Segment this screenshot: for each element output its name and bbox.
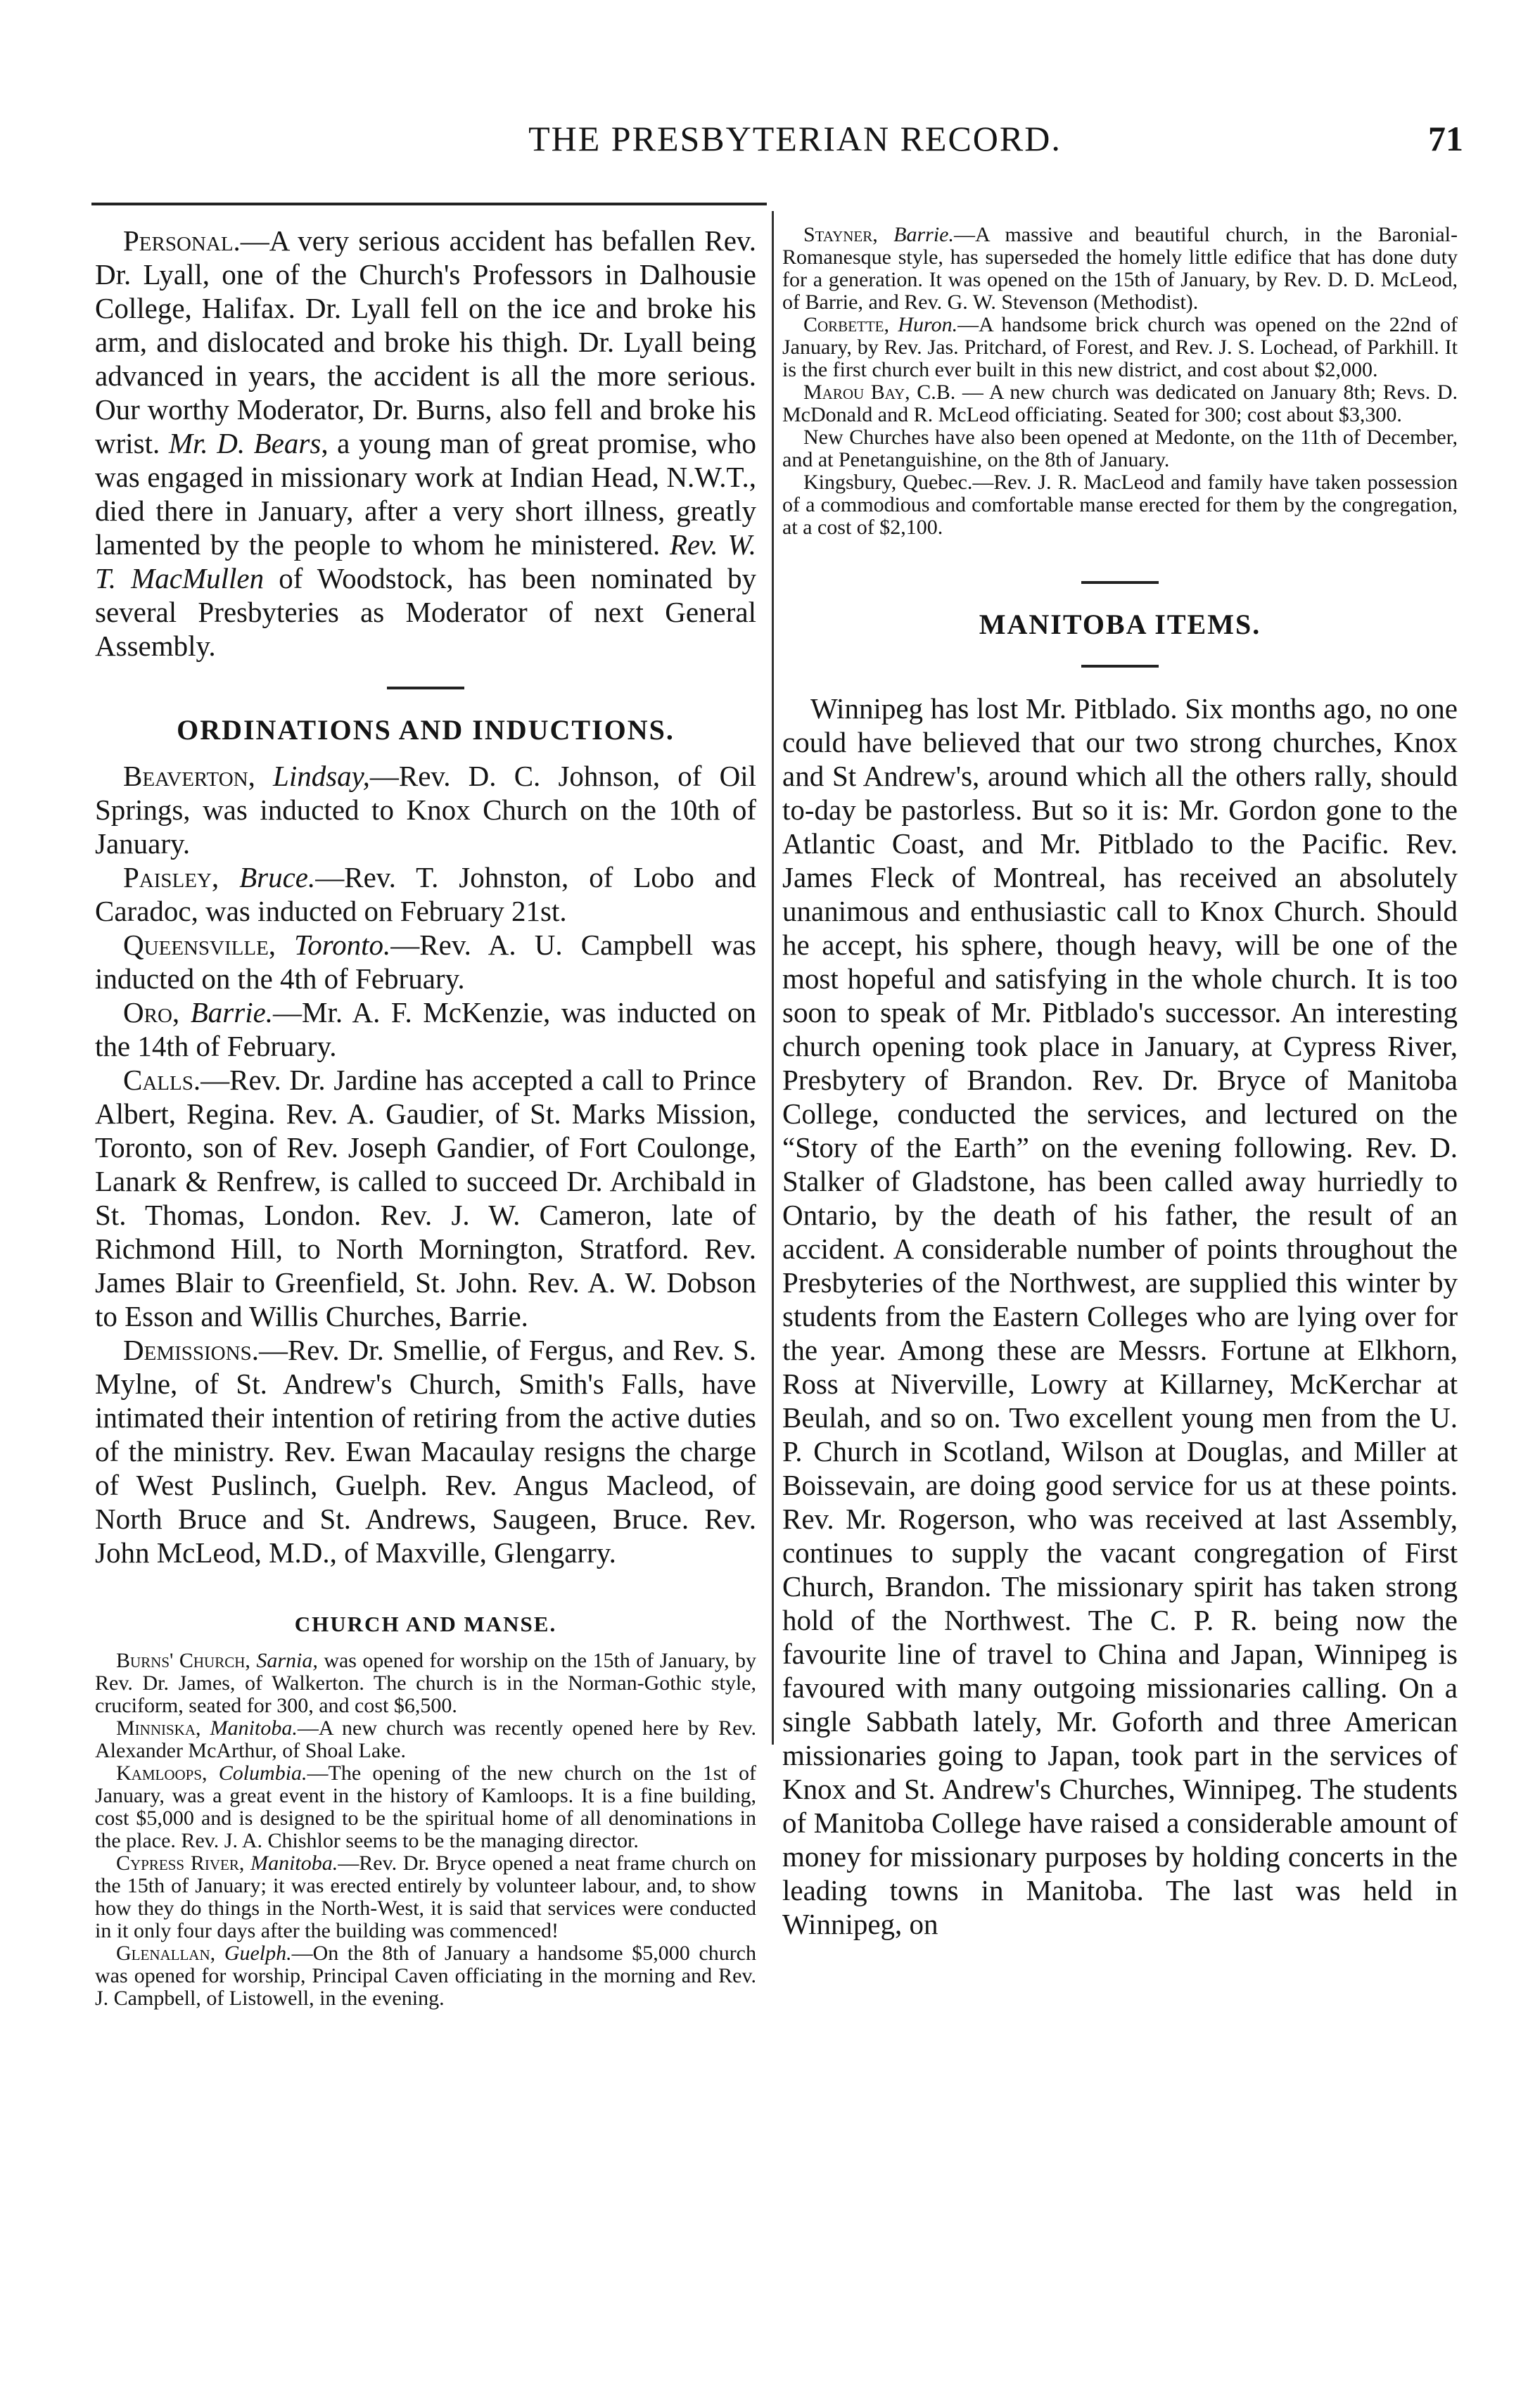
ordination-text: —Rev. T. Johnston, of Lobo and Caradoc, was inducted on February 21st. (95, 861, 757, 927)
ordination-presbytery: Lindsay, (273, 760, 370, 792)
personal-text-2: , a young man of great promise, who was engaged in missionary work at Indian Head, N.W.T., died there in January, after a very short illness, greatly lamented by the people to whom he ministered. (95, 427, 757, 561)
church-place: Cypress River, (116, 1852, 245, 1875)
ordination-item (95, 759, 756, 860)
church-place: Glenallan, (116, 1942, 216, 1965)
demissions-lead: Demissions. (123, 1334, 259, 1366)
column-divider (772, 211, 774, 1745)
page-number: 71 (1428, 119, 1463, 158)
church-item (782, 471, 1458, 539)
church-presbytery: Sarnia, (256, 1649, 318, 1672)
church-item (95, 1852, 756, 1942)
church-item (95, 1717, 756, 1762)
church-text: —Rev. Dr. Bryce opened a neat frame church on the 15th of January; it was erected entirely by volunteer labour, and, to show how they do things in the North-West, it is said that services were conducted in it only four days after the building was commenced! (95, 1852, 756, 1942)
manitoba-text: Winnipeg has lost Mr. Pitblado. Six months ago, no one could have believed that our two strong churches, Knox and St Andrew's, around which all the others rally, should to-day be pastorless. But so it is: Mr. Gordon gone to the Atlantic Coast, and Mr. Pitblado to the Pacific. Rev. James Fleck of Montreal, has received an absolutely unanimous and enthusiastic call to Knox Church. Should he accept, his sphere, though heavy, will be one of the most hopeful and satisfying in the whole church. It is too soon to speak of Mr. Pitblado's successor. An interesting church opening took place in January, at Cypress River, Presbytery of Brandon. Rev. Dr. Bryce of Manitoba College, conducted the services, and lectured on the “Story of the Earth” on the evening following. Rev. D. Stalker of Gladstone, has been called away hurriedly to Ontario, by the death of his father, the result of an accident. A considerable number of points throughout the Presbyteries of the Northwest, are supplied this winter by students from the Eastern Colleges who are lying over for the year. Among these are Messrs. Fortune at Elkhorn, Ross at Niverville, Lowry at Killarney, McKerchar at Beulah, and so on. Two excellent young men from the U. P. Church in Scotland, Wilson at Douglas, and Miller at Boissevain, are doing good service for us at these points. Rev. Mr. Rogerson, who was received at last Assembly, continues to supply the vacant congregation of First Church, Brandon. The missionary spirit has taken strong hold of the Northwest. The C. P. R. being now the favourite line of travel to China and Japan, Winnipeg is favoured with many outgoing missionaries calling. On a single Sabbath lately, Mr. Goforth and three American missionaries going to Japan, took part in the services of Knox and St. Andrew's Churches, Winnipeg. The students of Manitoba College have raised a considerable amount of money for missionary purposes by holding concerts in the leading towns in Manitoba. The last was held in Winnipeg, on (782, 692, 1458, 1940)
church-text: —A massive and beautiful church, in the Baronial-Romanesque style, has superseded the homely little edifice that has done duty for a generation. It was opened on the 15th of January, by Rev. D. D. McLeod, of Barrie, and Rev. G. W. Stevenson (Methodist). (782, 223, 1458, 314)
church-item (782, 224, 1458, 314)
calls-lead: Calls. (123, 1064, 201, 1096)
ordination-presbytery: Bruce. (239, 861, 316, 893)
church-place: Minniska, (116, 1716, 201, 1740)
personal-paragraph (95, 224, 756, 663)
church-and-manse-heading: CHURCH AND MANSE. (294, 1612, 557, 1636)
ordination-item (95, 860, 756, 928)
calls-text: —Rev. Dr. Jardine has accepted a call to Prince Albert, Regina. Rev. A. Gaudier, of St. Marks Mission, Toronto, son of Rev. Joseph Gandier, of Fort Coulonge, Lanark & Renfrew, is called to succeed Dr. Archibald in St. Thomas, London. Rev. J. W. Cameron, late of Richmond Hill, to North Mornington, Stratford. Rev. James Blair to Greenfield, St. John. Rev. A. W. Dobson to Esson and Willis Churches, Barrie. (95, 1064, 756, 1332)
ordination-text: —Rev. D. C. Johnson, of Oil Springs, was inducted to Knox Church on the 10th of January. (95, 760, 757, 860)
personal-name-1: Mr. D. Bears (168, 427, 321, 459)
church-presbytery: Guelph. (224, 1942, 292, 1965)
ordination-text: —Mr. A. F. McKenzie, was inducted on the 14th of February. (95, 996, 756, 1062)
church-item (95, 1762, 756, 1852)
church-presbytery: Manitoba. (250, 1852, 338, 1875)
ordination-place: Beaverton, (123, 760, 255, 792)
personal-text: —A very serious accident has befallen Rev. Dr. Lyall, one of the Church's Professors in Dalhousie College, Halifax. Dr. Lyall fell on the ice and broke his arm, and dislocated and broke his thigh. Dr. Lyall being advanced in years, the accident is all the more serious. Our worthy Moderator, Dr. Burns, also fell and broke his wrist. (95, 224, 756, 459)
church-place: Stayner, (803, 223, 878, 246)
church-text: —A new church was recently opened here by Rev. Alexander McArthur, of Shoal Lake. (95, 1716, 756, 1762)
church-place: Corbette, (803, 313, 889, 336)
church-item (782, 314, 1458, 381)
page-title: THE PRESBYTERIAN RECORD. (528, 119, 1062, 158)
church-presbytery: Barrie. (893, 223, 954, 246)
manitoba-heading: MANITOBA ITEMS. (979, 609, 1261, 640)
demissions-paragraph (95, 1333, 756, 1569)
personal-lead: Personal. (123, 224, 241, 257)
church-item (782, 426, 1458, 471)
demissions-text: —Rev. Dr. Smellie, of Fergus, and Rev. S. Mylne, of St. Andrew's Church, Smith's Falls, have intimated their intention of retiring from the active duties of the ministry. Rev. Ewan Macaulay resigns the charge of West Puslinch, Guelph. Rev. Angus Macleod, of North Bruce and St. Andrews, Saugeen, Bruce. Rev. John McLeod, M.D., of Maxville, Glengarry. (95, 1334, 756, 1569)
church-place: Marou Bay, (803, 381, 910, 404)
left-column (95, 224, 756, 2010)
calls-paragraph (95, 1063, 756, 1333)
church-place: Kamloops, (116, 1762, 208, 1785)
ordination-text: —Rev. A. U. Campbell was inducted on the 4th of February. (95, 929, 757, 995)
church-place: Burns' Church, (116, 1649, 250, 1672)
church-presbytery: Manitoba. (210, 1716, 298, 1740)
church-item (95, 1942, 756, 2010)
church-text: C.B. — A new church was dedicated on January 8th; Revs. D. McDonald and R. McLeod officiating. Seated for 300; cost about $3,300. (782, 381, 1458, 426)
church-item (782, 381, 1458, 426)
church-text: —On the 8th of January a handsome $5,000 church was opened for worship, Principal Caven officiating in the morning and Rev. J. Campbell, of Listowell, in the evening. (95, 1942, 757, 2010)
ordination-place: Oro, (123, 996, 180, 1028)
personal-name-2: Rev. W. T. MacMullen (95, 528, 756, 594)
ordination-presbytery: Toronto. (294, 929, 391, 961)
ordination-item (95, 928, 756, 995)
running-head (84, 118, 1463, 167)
ordination-presbytery: Barrie. (190, 996, 274, 1028)
church-text: —A handsome brick church was opened on the 22nd of January, by Rev. Jas. Pritchard, of Forest, and Rev. J. S. Lochead, of Parkhill. It is the first church ever built in this new district, and cost about $2,000. (782, 313, 1458, 381)
header-rule (91, 203, 767, 205)
church-text: Kingsbury, Quebec.—Rev. J. R. MacLeod and family have taken possession of a commodious and comfortable manse erected for them by the congregation, at a cost of $2,100. (782, 471, 1458, 539)
ordinations-heading: ORDINATIONS AND INDUCTIONS. (177, 714, 675, 746)
church-text: was opened for worship on the 15th of January, by Rev. Dr. James, of Walkerton. The church is in the Norman-Gothic style, cruciform, seated for 300, and cost $6,500. (95, 1649, 757, 1717)
right-column (782, 224, 1458, 1941)
ordination-item (95, 995, 756, 1063)
church-presbytery: Columbia. (218, 1762, 307, 1785)
church-text: New Churches have also been opened at Medonte, on the 11th of December, and at Penetanguishine, on the 8th of January. (782, 426, 1458, 471)
church-presbytery: Huron. (898, 313, 958, 336)
church-text: —The opening of the new church on the 1st of January, was a great event in the history of Kamloops. It is a fine building, cost $5,000 and is designed to be the spiritual home of all denominations in the place. Rev. J. A. Chishlor seems to be the managing director. (95, 1762, 757, 1852)
personal-text-3: of Woodstock, has been nominated by several Presbyteries as Moderator of next General Assembly. (95, 562, 756, 662)
church-item (95, 1650, 756, 1717)
ordination-place: Queensville, (123, 929, 276, 961)
ordination-place: Paisley, (123, 861, 219, 893)
